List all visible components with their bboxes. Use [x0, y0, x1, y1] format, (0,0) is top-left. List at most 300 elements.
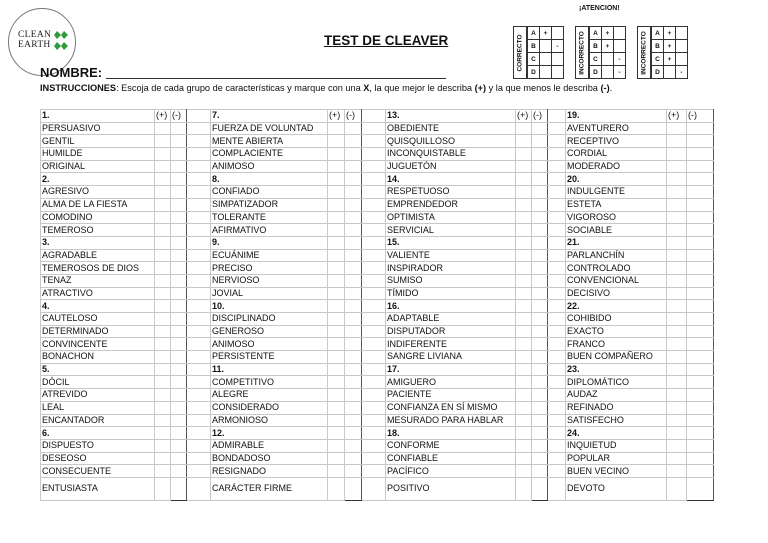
- column-gap: [548, 122, 566, 135]
- plus-mark-cell[interactable]: [155, 452, 171, 465]
- plus-mark-cell[interactable]: [516, 477, 532, 500]
- trait-word: DISPUTADOR: [386, 325, 516, 338]
- blank-cell: [171, 363, 187, 376]
- plus-mark-cell[interactable]: [667, 465, 687, 478]
- plus-mark-cell[interactable]: [328, 148, 345, 161]
- trait-word: AGRADABLE: [41, 249, 155, 262]
- plus-mark-cell[interactable]: [667, 338, 687, 351]
- legend-row: [652, 66, 688, 79]
- minus-mark-cell[interactable]: [687, 211, 714, 224]
- logo-text-line1: CLEAN: [18, 30, 52, 40]
- plus-mark-cell[interactable]: [667, 186, 687, 199]
- plus-mark-cell[interactable]: [667, 477, 687, 500]
- group-number: 7.: [211, 110, 328, 123]
- column-gap: [548, 300, 566, 313]
- plus-mark-cell[interactable]: [155, 439, 171, 452]
- column-gap: [548, 414, 566, 427]
- trait-word: POSITIVO: [386, 477, 516, 500]
- minus-mark-cell[interactable]: [687, 274, 714, 287]
- minus-mark-cell[interactable]: [532, 351, 548, 364]
- group-header-row: [41, 236, 714, 249]
- plus-mark-cell[interactable]: [667, 274, 687, 287]
- minus-mark-cell[interactable]: [171, 249, 187, 262]
- minus-mark-cell[interactable]: [687, 122, 714, 135]
- blank-cell: [532, 427, 548, 440]
- plus-mark-cell[interactable]: [328, 186, 345, 199]
- minus-mark-cell[interactable]: [532, 376, 548, 389]
- minus-mark-cell[interactable]: [345, 135, 362, 148]
- plus-mark-cell[interactable]: [155, 287, 171, 300]
- plus-mark-cell[interactable]: [667, 401, 687, 414]
- plus-mark-cell[interactable]: [667, 211, 687, 224]
- plus-mark-cell[interactable]: [328, 160, 345, 173]
- blank-cell: [532, 236, 548, 249]
- plus-mark-cell[interactable]: [155, 338, 171, 351]
- minus-mark-cell[interactable]: [345, 274, 362, 287]
- trait-word: ALMA DE LA FIESTA: [41, 198, 155, 211]
- plus-mark-cell[interactable]: [155, 477, 171, 500]
- minus-mark-cell[interactable]: [171, 274, 187, 287]
- trait-word: JUGUETÓN: [386, 160, 516, 173]
- minus-mark-cell[interactable]: [532, 465, 548, 478]
- plus-mark-cell[interactable]: [155, 211, 171, 224]
- minus-mark-cell[interactable]: [171, 414, 187, 427]
- plus-mark-cell[interactable]: [328, 198, 345, 211]
- instructions-heading: INSTRUCCIONES: [40, 83, 117, 93]
- minus-mark-cell[interactable]: [532, 477, 548, 500]
- blank-cell: [171, 236, 187, 249]
- blank-cell: [516, 300, 532, 313]
- minus-header: (-): [345, 110, 362, 123]
- minus-mark-cell[interactable]: [345, 160, 362, 173]
- minus-mark-cell[interactable]: [171, 122, 187, 135]
- plus-mark-cell[interactable]: [667, 135, 687, 148]
- minus-mark-cell[interactable]: [171, 439, 187, 452]
- plus-mark-cell[interactable]: [155, 224, 171, 237]
- minus-mark-cell[interactable]: [345, 325, 362, 338]
- minus-mark-cell[interactable]: [687, 325, 714, 338]
- column-gap: [187, 439, 211, 452]
- minus-mark-cell[interactable]: [532, 249, 548, 262]
- trait-word: CONFIANZA EN SÍ MISMO: [386, 401, 516, 414]
- column-gap: [548, 477, 566, 500]
- column-gap: [362, 224, 386, 237]
- plus-mark-cell[interactable]: [328, 376, 345, 389]
- minus-mark-cell[interactable]: [687, 224, 714, 237]
- minus-mark-cell[interactable]: [345, 338, 362, 351]
- trait-word: ADAPTABLE: [386, 313, 516, 326]
- plus-mark-cell[interactable]: [667, 351, 687, 364]
- group-number: 12.: [211, 427, 328, 440]
- plus-mark-cell[interactable]: [328, 313, 345, 326]
- minus-mark-cell[interactable]: [171, 186, 187, 199]
- logo-text: [18, 30, 51, 50]
- plus-mark-cell[interactable]: [516, 414, 532, 427]
- plus-mark-cell[interactable]: [155, 249, 171, 262]
- minus-mark-cell[interactable]: [532, 452, 548, 465]
- plus-mark-cell[interactable]: [155, 401, 171, 414]
- legend-cell: +: [602, 27, 614, 40]
- plus-mark-cell[interactable]: [667, 160, 687, 173]
- legend-cell: D: [652, 66, 664, 79]
- plus-mark-cell[interactable]: [328, 414, 345, 427]
- column-gap: [362, 160, 386, 173]
- legend-cell: [614, 27, 626, 40]
- minus-mark-cell[interactable]: [345, 401, 362, 414]
- instructions: [40, 83, 612, 93]
- logo-text-line2: EARTH: [18, 40, 51, 50]
- blank-cell: [532, 300, 548, 313]
- plus-mark-cell[interactable]: [155, 414, 171, 427]
- minus-mark-cell[interactable]: [345, 465, 362, 478]
- blank-cell: [328, 300, 345, 313]
- minus-mark-cell[interactable]: [345, 224, 362, 237]
- column-gap: [187, 401, 211, 414]
- trait-word: QUISQUILLOSO: [386, 135, 516, 148]
- plus-mark-cell[interactable]: [516, 287, 532, 300]
- plus-mark-cell[interactable]: [516, 186, 532, 199]
- minus-mark-cell[interactable]: [171, 211, 187, 224]
- blank-cell: [345, 427, 362, 440]
- minus-mark-cell[interactable]: [687, 389, 714, 402]
- plus-mark-cell[interactable]: [516, 198, 532, 211]
- plus-mark-cell[interactable]: [328, 338, 345, 351]
- plus-mark-cell[interactable]: [667, 414, 687, 427]
- minus-mark-cell[interactable]: [345, 249, 362, 262]
- plus-mark-cell[interactable]: [667, 389, 687, 402]
- plus-mark-cell[interactable]: [155, 186, 171, 199]
- trait-word: CORDIAL: [566, 148, 667, 161]
- plus-mark-cell[interactable]: [328, 401, 345, 414]
- plus-mark-cell[interactable]: [328, 325, 345, 338]
- plus-mark-cell[interactable]: [328, 477, 345, 500]
- minus-mark-cell[interactable]: [171, 148, 187, 161]
- trait-word: RESIGNADO: [211, 465, 328, 478]
- trait-word: RESPETUOSO: [386, 186, 516, 199]
- minus-mark-cell[interactable]: [171, 325, 187, 338]
- plus-mark-cell[interactable]: [516, 313, 532, 326]
- minus-mark-cell[interactable]: [532, 148, 548, 161]
- trait-word: ANIMOSO: [211, 160, 328, 173]
- column-gap: [362, 122, 386, 135]
- minus-mark-cell[interactable]: [171, 351, 187, 364]
- trait-word: MODERADO: [566, 160, 667, 173]
- minus-mark-cell[interactable]: [687, 135, 714, 148]
- minus-mark-cell[interactable]: [687, 439, 714, 452]
- plus-mark-cell[interactable]: [516, 224, 532, 237]
- minus-mark-cell[interactable]: [345, 122, 362, 135]
- column-gap: [187, 236, 211, 249]
- legend-row: [528, 53, 564, 66]
- blank-cell: [328, 173, 345, 186]
- minus-mark-cell[interactable]: [532, 262, 548, 275]
- minus-mark-cell[interactable]: [687, 414, 714, 427]
- minus-mark-cell[interactable]: [345, 287, 362, 300]
- minus-mark-cell[interactable]: [687, 160, 714, 173]
- plus-mark-cell[interactable]: [328, 452, 345, 465]
- legend-label: [637, 26, 651, 79]
- table-row: [41, 211, 714, 224]
- trait-word: GENTIL: [41, 135, 155, 148]
- minus-mark-cell[interactable]: [687, 338, 714, 351]
- plus-mark-cell[interactable]: [155, 389, 171, 402]
- trait-word: DÓCIL: [41, 376, 155, 389]
- table-row: [41, 325, 714, 338]
- plus-mark-cell[interactable]: [516, 351, 532, 364]
- group-number: 10.: [211, 300, 328, 313]
- plus-mark-cell[interactable]: [516, 389, 532, 402]
- nombre-field[interactable]: [106, 78, 446, 79]
- minus-mark-cell[interactable]: [171, 160, 187, 173]
- table-row: [41, 389, 714, 402]
- plus-mark-cell[interactable]: [328, 465, 345, 478]
- plus-mark-cell[interactable]: [155, 148, 171, 161]
- minus-mark-cell[interactable]: [171, 376, 187, 389]
- minus-mark-cell[interactable]: [532, 338, 548, 351]
- plus-mark-cell[interactable]: [516, 452, 532, 465]
- plus-mark-cell[interactable]: [328, 351, 345, 364]
- blank-cell: [345, 173, 362, 186]
- column-gap: [187, 389, 211, 402]
- minus-mark-cell[interactable]: [171, 389, 187, 402]
- instructions-text-2: , la que mejor le describa: [369, 83, 475, 93]
- plus-mark-cell[interactable]: [667, 262, 687, 275]
- legend-cell: [664, 66, 676, 79]
- blank-cell: [516, 427, 532, 440]
- minus-mark-cell[interactable]: [687, 401, 714, 414]
- minus-mark-cell[interactable]: [687, 186, 714, 199]
- column-gap: [187, 414, 211, 427]
- minus-mark-cell[interactable]: [171, 287, 187, 300]
- plus-mark-cell[interactable]: [516, 274, 532, 287]
- legend-row: [590, 66, 626, 79]
- minus-mark-cell[interactable]: [687, 313, 714, 326]
- plus-mark-cell[interactable]: [328, 122, 345, 135]
- plus-mark-cell[interactable]: [667, 452, 687, 465]
- column-gap: [362, 110, 386, 123]
- trait-word: EMPRENDEDOR: [386, 198, 516, 211]
- plus-mark-cell[interactable]: [328, 389, 345, 402]
- minus-mark-cell[interactable]: [345, 148, 362, 161]
- plus-mark-cell[interactable]: [155, 135, 171, 148]
- column-gap: [362, 287, 386, 300]
- plus-mark-cell[interactable]: [516, 465, 532, 478]
- plus-mark-cell[interactable]: [155, 465, 171, 478]
- minus-mark-cell[interactable]: [532, 198, 548, 211]
- minus-mark-cell[interactable]: [345, 186, 362, 199]
- plus-mark-cell[interactable]: [155, 122, 171, 135]
- column-gap: [187, 211, 211, 224]
- plus-mark-cell[interactable]: [328, 135, 345, 148]
- minus-mark-cell[interactable]: [532, 313, 548, 326]
- minus-mark-cell[interactable]: [345, 477, 362, 500]
- minus-mark-cell[interactable]: [345, 198, 362, 211]
- plus-mark-cell[interactable]: [155, 198, 171, 211]
- plus-mark-cell[interactable]: [667, 376, 687, 389]
- plus-mark-cell[interactable]: [667, 148, 687, 161]
- minus-mark-cell[interactable]: [171, 313, 187, 326]
- trait-word: LEAL: [41, 401, 155, 414]
- minus-mark-cell[interactable]: [687, 148, 714, 161]
- plus-mark-cell[interactable]: [516, 325, 532, 338]
- plus-mark-cell[interactable]: [516, 249, 532, 262]
- minus-mark-cell[interactable]: [345, 376, 362, 389]
- column-gap: [362, 325, 386, 338]
- plus-mark-cell[interactable]: [155, 325, 171, 338]
- plus-mark-cell[interactable]: [516, 122, 532, 135]
- minus-mark-cell[interactable]: [345, 351, 362, 364]
- minus-mark-cell[interactable]: [532, 439, 548, 452]
- plus-mark-cell[interactable]: [516, 262, 532, 275]
- minus-mark-cell[interactable]: [532, 401, 548, 414]
- table-row: [41, 338, 714, 351]
- plus-mark-cell[interactable]: [667, 224, 687, 237]
- minus-mark-cell[interactable]: [687, 198, 714, 211]
- plus-mark-cell[interactable]: [516, 211, 532, 224]
- plus-mark-cell[interactable]: [667, 249, 687, 262]
- minus-mark-cell[interactable]: [171, 452, 187, 465]
- minus-mark-cell[interactable]: [345, 262, 362, 275]
- minus-mark-cell[interactable]: [171, 135, 187, 148]
- group-number: 16.: [386, 300, 516, 313]
- trait-word: NERVIOSO: [211, 274, 328, 287]
- legend-table: [651, 26, 688, 79]
- trait-word: COMPLACIENTE: [211, 148, 328, 161]
- minus-mark-cell[interactable]: [171, 224, 187, 237]
- minus-mark-cell[interactable]: [171, 338, 187, 351]
- group-number: 21.: [566, 236, 667, 249]
- minus-mark-cell[interactable]: [532, 135, 548, 148]
- plus-mark-cell[interactable]: [328, 249, 345, 262]
- minus-mark-cell[interactable]: [532, 160, 548, 173]
- plus-mark-cell[interactable]: [155, 376, 171, 389]
- minus-mark-cell[interactable]: [687, 262, 714, 275]
- plus-mark-cell[interactable]: [328, 211, 345, 224]
- plus-mark-cell[interactable]: [328, 287, 345, 300]
- plus-mark-cell[interactable]: [155, 313, 171, 326]
- minus-mark-cell[interactable]: [687, 249, 714, 262]
- plus-mark-cell[interactable]: [516, 135, 532, 148]
- plus-mark-cell[interactable]: [155, 160, 171, 173]
- minus-mark-cell[interactable]: [687, 452, 714, 465]
- plus-mark-cell[interactable]: [516, 376, 532, 389]
- plus-mark-cell[interactable]: [155, 351, 171, 364]
- minus-mark-cell[interactable]: [345, 313, 362, 326]
- minus-mark-cell[interactable]: [345, 439, 362, 452]
- minus-mark-cell[interactable]: [171, 477, 187, 500]
- plus-mark-cell[interactable]: [516, 401, 532, 414]
- trait-word: BONACHON: [41, 351, 155, 364]
- plus-mark-cell[interactable]: [667, 122, 687, 135]
- minus-mark-cell[interactable]: [532, 122, 548, 135]
- trait-word: CARÁCTER FIRME: [211, 477, 328, 500]
- plus-mark-cell[interactable]: [667, 287, 687, 300]
- trait-word: ARMONIOSO: [211, 414, 328, 427]
- plus-mark-cell[interactable]: [516, 439, 532, 452]
- plus-mark-cell[interactable]: [155, 262, 171, 275]
- minus-mark-cell[interactable]: [345, 452, 362, 465]
- minus-mark-cell[interactable]: [687, 287, 714, 300]
- minus-mark-cell[interactable]: [532, 224, 548, 237]
- minus-mark-cell[interactable]: [532, 287, 548, 300]
- group-header-row: [41, 300, 714, 313]
- minus-mark-cell[interactable]: [345, 414, 362, 427]
- column-gap: [362, 363, 386, 376]
- column-gap: [362, 376, 386, 389]
- column-gap: [187, 186, 211, 199]
- plus-mark-cell[interactable]: [667, 198, 687, 211]
- legend-cell: +: [664, 27, 676, 40]
- table-row: [41, 135, 714, 148]
- group-number: 8.: [211, 173, 328, 186]
- column-gap: [187, 452, 211, 465]
- plus-mark-cell[interactable]: [516, 148, 532, 161]
- group-number: 20.: [566, 173, 667, 186]
- nombre-label: NOMBRE:: [40, 65, 103, 80]
- trait-word: SERVICIAL: [386, 224, 516, 237]
- plus-mark-cell[interactable]: [328, 262, 345, 275]
- blank-cell: [155, 363, 171, 376]
- minus-mark-cell[interactable]: [687, 351, 714, 364]
- minus-mark-cell[interactable]: [171, 262, 187, 275]
- column-gap: [548, 110, 566, 123]
- legend-label-text: INCORRECTO: [640, 30, 648, 75]
- minus-mark-cell[interactable]: [171, 198, 187, 211]
- column-gap: [548, 452, 566, 465]
- minus-mark-cell[interactable]: [171, 401, 187, 414]
- trait-word: AUDAZ: [566, 389, 667, 402]
- column-gap: [548, 363, 566, 376]
- trait-word: ATRACTIVO: [41, 287, 155, 300]
- plus-mark-cell[interactable]: [667, 325, 687, 338]
- minus-mark-cell[interactable]: [345, 389, 362, 402]
- plus-mark-cell[interactable]: [516, 338, 532, 351]
- plus-header: (+): [516, 110, 532, 123]
- table-row: [41, 160, 714, 173]
- minus-mark-cell[interactable]: [171, 465, 187, 478]
- group-number: 6.: [41, 427, 155, 440]
- plus-mark-cell[interactable]: [328, 224, 345, 237]
- table-row: [41, 274, 714, 287]
- plus-mark-cell[interactable]: [667, 313, 687, 326]
- column-gap: [187, 313, 211, 326]
- legend-cell: -: [676, 66, 688, 79]
- minus-mark-cell[interactable]: [532, 325, 548, 338]
- trait-word: ATREVIDO: [41, 389, 155, 402]
- trait-word: SIMPATIZADOR: [211, 198, 328, 211]
- minus-mark-cell[interactable]: [345, 211, 362, 224]
- plus-mark-cell[interactable]: [516, 160, 532, 173]
- legend-cell: [552, 27, 564, 40]
- plus-mark-cell[interactable]: [328, 439, 345, 452]
- column-gap: [548, 401, 566, 414]
- plus-mark-cell[interactable]: [155, 274, 171, 287]
- minus-mark-cell[interactable]: [687, 376, 714, 389]
- minus-mark-cell[interactable]: [532, 274, 548, 287]
- blank-cell: [687, 427, 714, 440]
- minus-mark-cell[interactable]: [687, 465, 714, 478]
- minus-mark-cell[interactable]: [532, 186, 548, 199]
- minus-mark-cell[interactable]: [532, 389, 548, 402]
- minus-mark-cell[interactable]: [532, 211, 548, 224]
- minus-mark-cell[interactable]: [687, 477, 714, 500]
- minus-mark-cell[interactable]: [532, 414, 548, 427]
- group-number: 14.: [386, 173, 516, 186]
- plus-mark-cell[interactable]: [667, 439, 687, 452]
- trait-word: CAUTELOSO: [41, 313, 155, 326]
- plus-mark-cell[interactable]: [328, 274, 345, 287]
- trait-word: VIGOROSO: [566, 211, 667, 224]
